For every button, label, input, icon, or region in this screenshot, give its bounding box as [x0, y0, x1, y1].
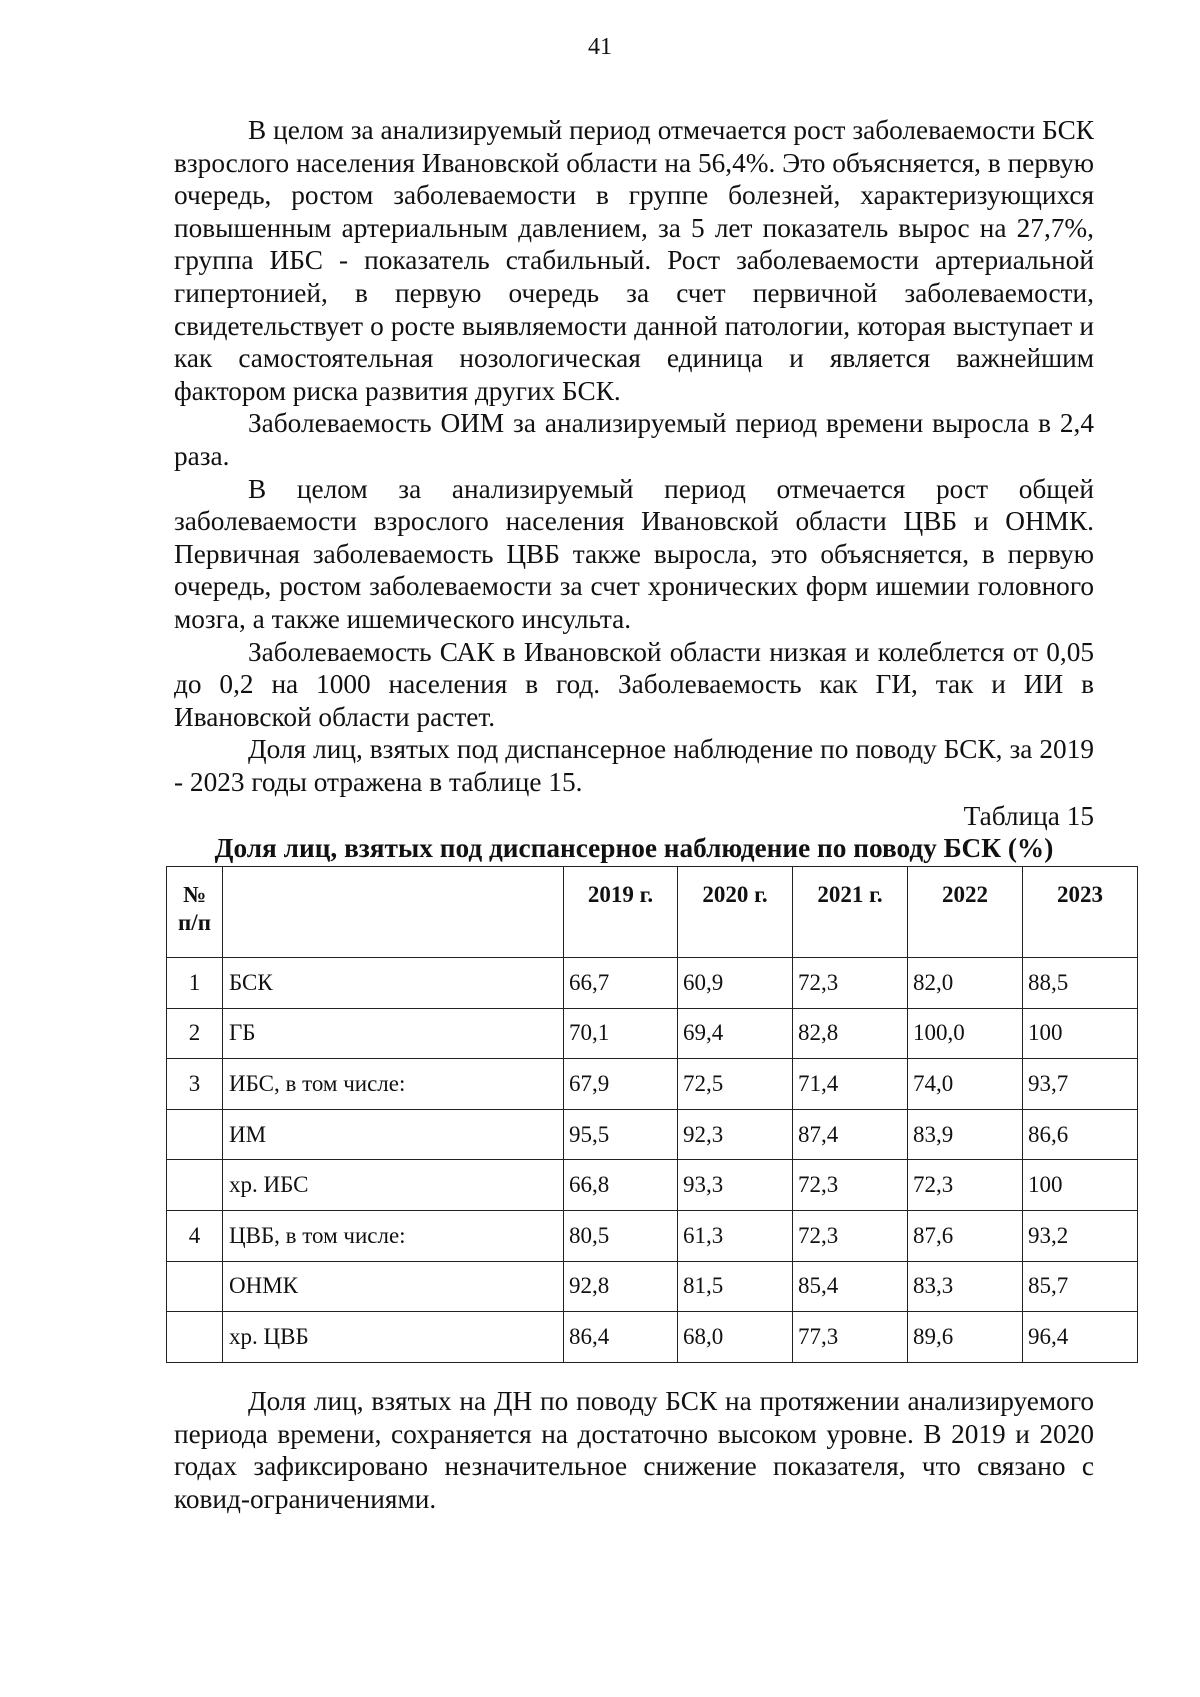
row-number-cell — [167, 1261, 223, 1312]
value-2023-cell: 100 — [1023, 1160, 1138, 1211]
value-2023-cell: 93,2 — [1023, 1210, 1138, 1261]
value-2019-cell: 86,4 — [564, 1312, 678, 1363]
document-body — [174, 114, 1094, 863]
value-2021-cell: 72,3 — [793, 1160, 908, 1211]
row-number-cell — [167, 1160, 223, 1211]
row-name-cell: ГБ — [223, 1008, 564, 1059]
paragraph: В целом за анализируемый период отмечается рост заболеваемости БСК взрослого населения Ивановской области на 56,4%. Это объясняется, в первую очередь, ростом заболеваемости в группе болезней, характеризующихся повышенным артериальным давлением, за 5 лет показатель вырос на 27,7%, группа ИБС - показатель стабильный. Рост заболеваемости артериальной гипертонией, в первую очередь за счет первичной заболеваемости, свидетельствует о росте выявляемости данной патологии, которая выступает и как самостоятельная нозологическая единица и является важнейшим фактором риска развития других БСК. — [174, 115, 1094, 406]
table-body — [167, 958, 1138, 1363]
value-2021-cell: 82,8 — [793, 1008, 908, 1059]
value-2021-cell: 71,4 — [793, 1059, 908, 1110]
value-2022-cell: 89,6 — [908, 1312, 1023, 1363]
value-2019-cell: 67,9 — [564, 1059, 678, 1110]
value-2019-cell: 70,1 — [564, 1008, 678, 1059]
value-2019-cell: 66,8 — [564, 1160, 678, 1211]
row-name-cell: хр. ИБС — [223, 1160, 564, 1211]
value-2020-cell: 69,4 — [678, 1008, 793, 1059]
page-number: 41 — [588, 34, 612, 60]
value-2022-cell: 82,0 — [908, 958, 1023, 1009]
table-row — [167, 1261, 1138, 1312]
row-number-cell — [167, 1109, 223, 1160]
value-2023-cell: 86,6 — [1023, 1109, 1138, 1160]
value-2023-cell: 96,4 — [1023, 1312, 1138, 1363]
value-2023-cell: 93,7 — [1023, 1059, 1138, 1110]
value-2021-cell: 72,3 — [793, 1210, 908, 1261]
table-row — [167, 1312, 1138, 1363]
header-cell-number: № п/п — [167, 867, 223, 958]
value-2020-cell: 93,3 — [678, 1160, 793, 1211]
value-2020-cell: 60,9 — [678, 958, 793, 1009]
row-name-cell: ОНМК — [223, 1261, 564, 1312]
value-2020-cell: 68,0 — [678, 1312, 793, 1363]
table-row — [167, 1059, 1138, 1110]
paragraph: В целом за анализируемый период отмечается рост общей заболеваемости взрослого населения Ивановской области ЦВБ и ОНМК. Первичная заболеваемость ЦВБ также выросла, это объясняется, в первую очередь, ростом заболеваемости за счет хронических форм ишемии головного мозга, а также ишемического инсульта. — [174, 473, 1094, 634]
value-2021-cell: 72,3 — [793, 958, 908, 1009]
value-2023-cell: 100 — [1023, 1008, 1138, 1059]
header-cell-name — [223, 867, 564, 958]
row-number-cell: 3 — [167, 1059, 223, 1110]
row-number-cell: 1 — [167, 958, 223, 1009]
paragraph: Заболеваемость ОИМ за анализируемый период времени выросла в 2,4 раза. — [174, 408, 1094, 471]
table-title: Доля лиц, взятых под диспансерное наблюдение по поводу БСК (%) — [214, 833, 1054, 864]
value-2020-cell: 72,5 — [678, 1059, 793, 1110]
value-2020-cell: 61,3 — [678, 1210, 793, 1261]
table-row — [167, 1160, 1138, 1211]
row-number-cell — [167, 1312, 223, 1363]
value-2021-cell: 85,4 — [793, 1261, 908, 1312]
row-name-cell: БСК — [223, 958, 564, 1009]
header-cell-2023: 2023 — [1023, 867, 1138, 958]
value-2022-cell: 72,3 — [908, 1160, 1023, 1211]
value-2021-cell: 87,4 — [793, 1109, 908, 1160]
value-2023-cell: 85,7 — [1023, 1261, 1138, 1312]
data-table — [166, 866, 1138, 1363]
row-name-cell: ИБС, в том числе: — [223, 1059, 564, 1110]
value-2020-cell: 81,5 — [678, 1261, 793, 1312]
row-number-cell: 2 — [167, 1008, 223, 1059]
value-2023-cell: 88,5 — [1023, 958, 1138, 1009]
paragraph: Заболеваемость САК в Ивановской области низкая и колеблется от 0,05 до 0,2 на 1000 населения в год. Заболеваемость как ГИ, так и ИИ в Ивановской области растет. — [174, 636, 1094, 732]
table-row — [167, 1008, 1138, 1059]
header-cell-2021: 2021 г. — [793, 867, 908, 958]
header-cell-2020: 2020 г. — [678, 867, 793, 958]
table-row — [167, 1109, 1138, 1160]
row-number-cell: 4 — [167, 1210, 223, 1261]
value-2021-cell: 77,3 — [793, 1312, 908, 1363]
table-row — [167, 1210, 1138, 1261]
row-name-cell: ЦВБ, в том числе: — [223, 1210, 564, 1261]
value-2022-cell: 74,0 — [908, 1059, 1023, 1110]
table-row — [167, 958, 1138, 1009]
value-2019-cell: 66,7 — [564, 958, 678, 1009]
table-caption: Таблица 15 — [963, 801, 1094, 832]
row-name-cell: ИМ — [223, 1109, 564, 1160]
paragraph: Доля лиц, взятых под диспансерное наблюдение по поводу БСК, за 2019 - 2023 годы отражена в таблице 15. — [174, 734, 1094, 797]
value-2020-cell: 92,3 — [678, 1109, 793, 1160]
value-2019-cell: 80,5 — [564, 1210, 678, 1261]
value-2022-cell: 87,6 — [908, 1210, 1023, 1261]
paragraph: Доля лиц, взятых на ДН по поводу БСК на протяжении анализируемого периода времени, сохраняется на достаточно высоком уровне. В 2019 и 2020 годах зафиксировано незначительное снижение показателя, что связано с ковид-ограничениями. — [174, 1386, 1094, 1514]
value-2019-cell: 95,5 — [564, 1109, 678, 1160]
document-body-after-table — [174, 1385, 1094, 1515]
value-2019-cell: 92,8 — [564, 1261, 678, 1312]
value-2022-cell: 83,3 — [908, 1261, 1023, 1312]
row-name-cell: хр. ЦВБ — [223, 1312, 564, 1363]
value-2022-cell: 100,0 — [908, 1008, 1023, 1059]
value-2022-cell: 83,9 — [908, 1109, 1023, 1160]
header-cell-2022: 2022 — [908, 867, 1023, 958]
header-cell-2019: 2019 г. — [564, 867, 678, 958]
table-header-row — [167, 867, 1138, 958]
